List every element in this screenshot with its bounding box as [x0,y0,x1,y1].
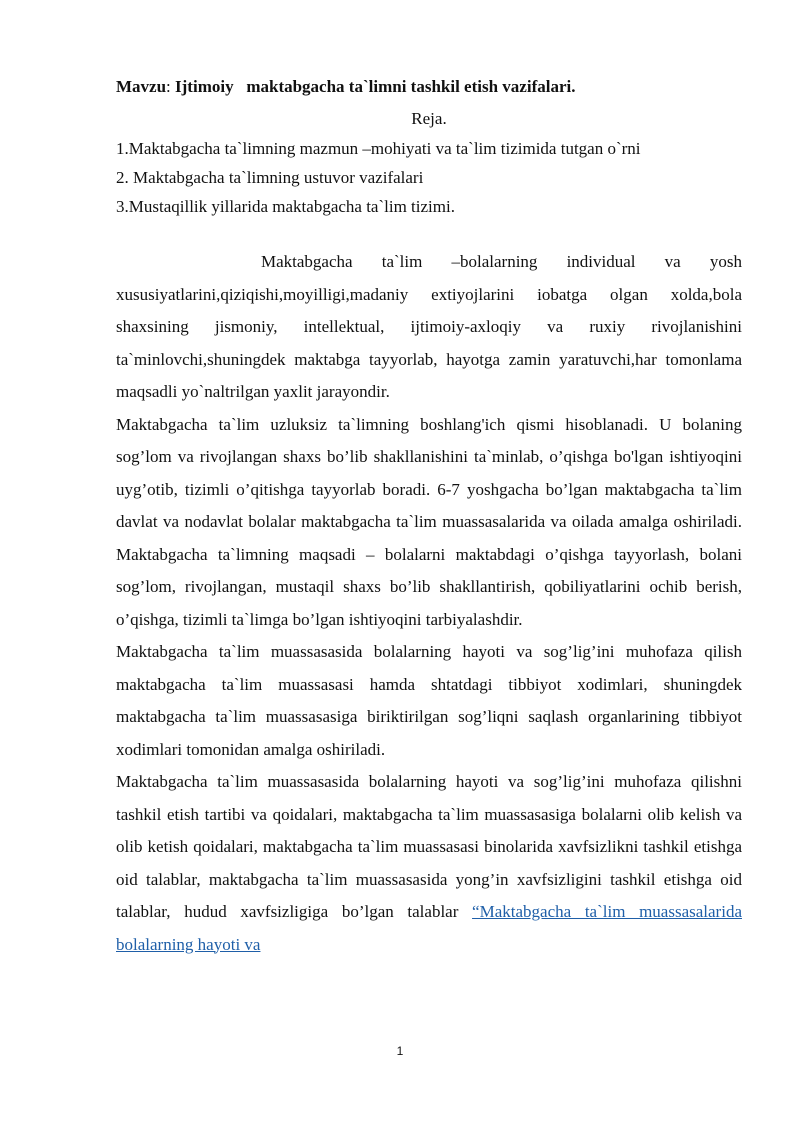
body-text [116,246,742,961]
document-title [116,74,742,100]
plan-item-2: 2. Maktabgacha ta`limning ustuvor vazifalari [116,168,424,187]
paragraph-definition: Maktabgacha ta`lim –bolalarning individual va yosh xususiyatlarini,qiziqishi,moyilligi,madaniy extiyojlarini iobatga olgan xolda,bola shaxsining jismoniy, intellektual, ijtimoiy-axloqiy va ruxiy rivojlanishini ta`minlovchi,shuningdek maktabga tayyorlab, hayotga zamin yaratuvchi,har tomonlama maqsadli yo`naltrilgan yaxlit jarayondir. [116,252,742,401]
plan-list [116,136,742,220]
plan-heading: Reja. [411,109,447,128]
paragraph-safety-rules [116,766,742,961]
title-text: Ijtimoiy maktabgacha ta`limni tashkil etish vazifalari. [175,77,576,96]
page-number: 1 [396,1044,404,1058]
title-separator: : [166,77,176,96]
paragraph-continuous-education: Maktabgacha ta`lim uzluksiz ta`limning boshlang'ich qismi hisoblanadi. U bolaning sog’lom va rivojlangan shaxs bo’lib shakllanishini ta`minlab, o’qishga bo'lgan ishtiyoqini uyg’otib, tizimli o’qitishga tayyorlab boradi. 6-7 yoshgacha bo’lgan maktabgacha ta`lim davlat va nodavlat bolalar maktabgacha ta`lim muassasalarida va oilada amalga oshiriladi. Maktabgacha ta`limning maqsadi – bolalarni maktabdagi o’qishga tayyorlash, bolani sog’lom, rivojlangan, mustaqil shaxs bo’lib shakllantirish, qobiliyatlarini ochib berish, o’qishga, tizimli ta`limga bo’lgan ishtiyoqini tarbiyalashdir. [116,414,742,629]
paragraph-safety-rules-text: Maktabgacha ta`lim muassasasida bolalarning hayoti va sog’lig’ini muhofaza qilishni tashkil etish tartibi va qoidalari, maktabgacha ta`lim muassasasiga bolalarni olib kelish va olib ketish qoidalari, maktabgacha ta`lim muassasasi binolarida xavfsizlikni tashkil etishga oid talablar, maktabgacha ta`lim muassasasida yong’in xavfsizligini tashkil etishga oid talablar, hudud xavfsizligiga bo’lgan talablar [116,772,742,921]
paragraph-health-protection: Maktabgacha ta`lim muassasasida bolalarning hayoti va sog’lig’ini muhofaza qilish maktabgacha ta`lim muassasasi hamda shtatdagi tibbiyot xodimlari, shuningdek maktabgacha ta`lim muassasasiga biriktirilgan sog’liqni saqlash organlarining tibbiyot xodimlari tomonidan amalga oshiriladi. [116,642,742,759]
regulation-link[interactable]: “Maktabgacha ta`lim muassasalarida bolalarning hayoti va [116,902,742,954]
plan-item-3: 3.Mustaqillik yillarida maktabgacha ta`lim tizimi. [116,197,455,216]
title-label: Mavzu [116,77,167,96]
document-page [116,74,742,961]
plan-item-1: 1.Maktabgacha ta`limning mazmun –mohiyati va ta`lim tizimida tutgan o`rni [116,139,641,158]
